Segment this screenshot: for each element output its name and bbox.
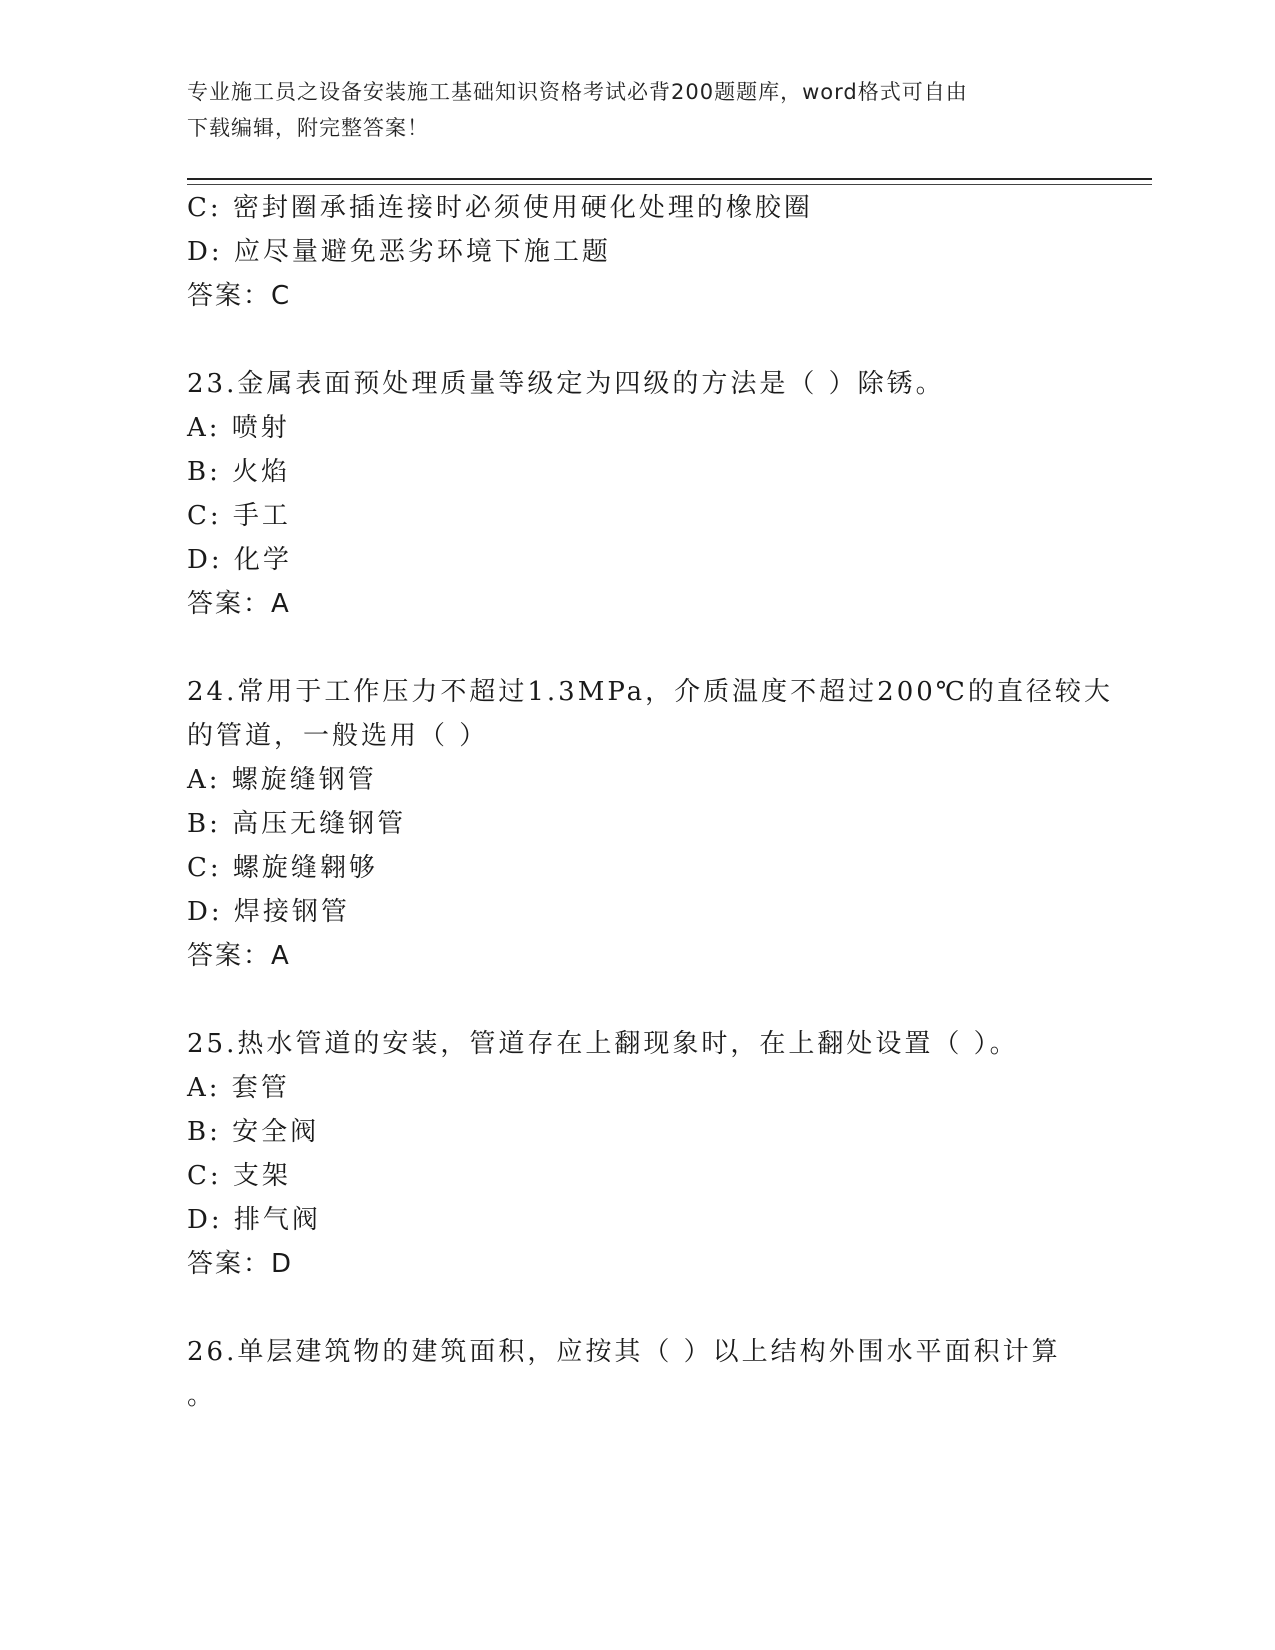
q23-question: 23.金属表面预处理质量等级定为四级的方法是（ ）除锈。 bbox=[187, 369, 945, 399]
q22-answer: 答案：C bbox=[187, 281, 292, 311]
q25-option-d: D: 排气阀 bbox=[187, 1205, 321, 1235]
q26-question-line-2: 。 bbox=[187, 1381, 217, 1411]
header-rule-thin bbox=[187, 184, 1152, 185]
q24-question-line-2: 的管道，一般选用（ ） bbox=[187, 721, 489, 751]
q25-question: 25.热水管道的安装，管道存在上翻现象时，在上翻处设置（ ）。 bbox=[187, 1029, 1019, 1059]
header-title-line-2: 下载编辑，附完整答案！ bbox=[187, 116, 429, 140]
q24-option-a: A: 螺旋缝钢管 bbox=[187, 765, 377, 795]
q26-question-line-1: 26.单层建筑物的建筑面积，应按其（ ）以上结构外围水平面积计算 bbox=[187, 1337, 1061, 1367]
q23-option-a: A: 喷射 bbox=[187, 413, 290, 443]
q25-option-c: C: 支架 bbox=[187, 1161, 291, 1191]
q22-option-d: D: 应尽量避免恶劣环境下施工题 bbox=[187, 237, 611, 267]
header-rule-thick bbox=[187, 178, 1152, 180]
q24-option-c: C: 螺旋缝翱够 bbox=[187, 853, 378, 883]
page-header bbox=[187, 74, 1087, 146]
q24-option-d: D: 焊接钢管 bbox=[187, 897, 350, 927]
q23-option-d: D: 化学 bbox=[187, 545, 292, 575]
q24-question-line-1: 24.常用于工作压力不超过1.3MPa，介质温度不超过200℃的直径较大 bbox=[187, 677, 1113, 707]
q25-option-b: B: 安全阀 bbox=[187, 1117, 320, 1147]
header-title-line-1: 专业施工员之设备安装施工基础知识资格考试必背200题题库，word格式可自由 bbox=[187, 80, 968, 104]
q23-option-c: C: 手工 bbox=[187, 501, 291, 531]
q24-option-b: B: 高压无缝钢管 bbox=[187, 809, 407, 839]
q23-answer: 答案：A bbox=[187, 589, 291, 619]
q23-option-b: B: 火焰 bbox=[187, 457, 291, 487]
q25-option-a: A: 套管 bbox=[187, 1073, 290, 1103]
q25-answer: 答案：D bbox=[187, 1249, 294, 1279]
q22-option-c: C: 密封圈承插连接时必须使用硬化处理的橡胶圈 bbox=[187, 193, 813, 223]
q24-answer: 答案：A bbox=[187, 941, 291, 971]
